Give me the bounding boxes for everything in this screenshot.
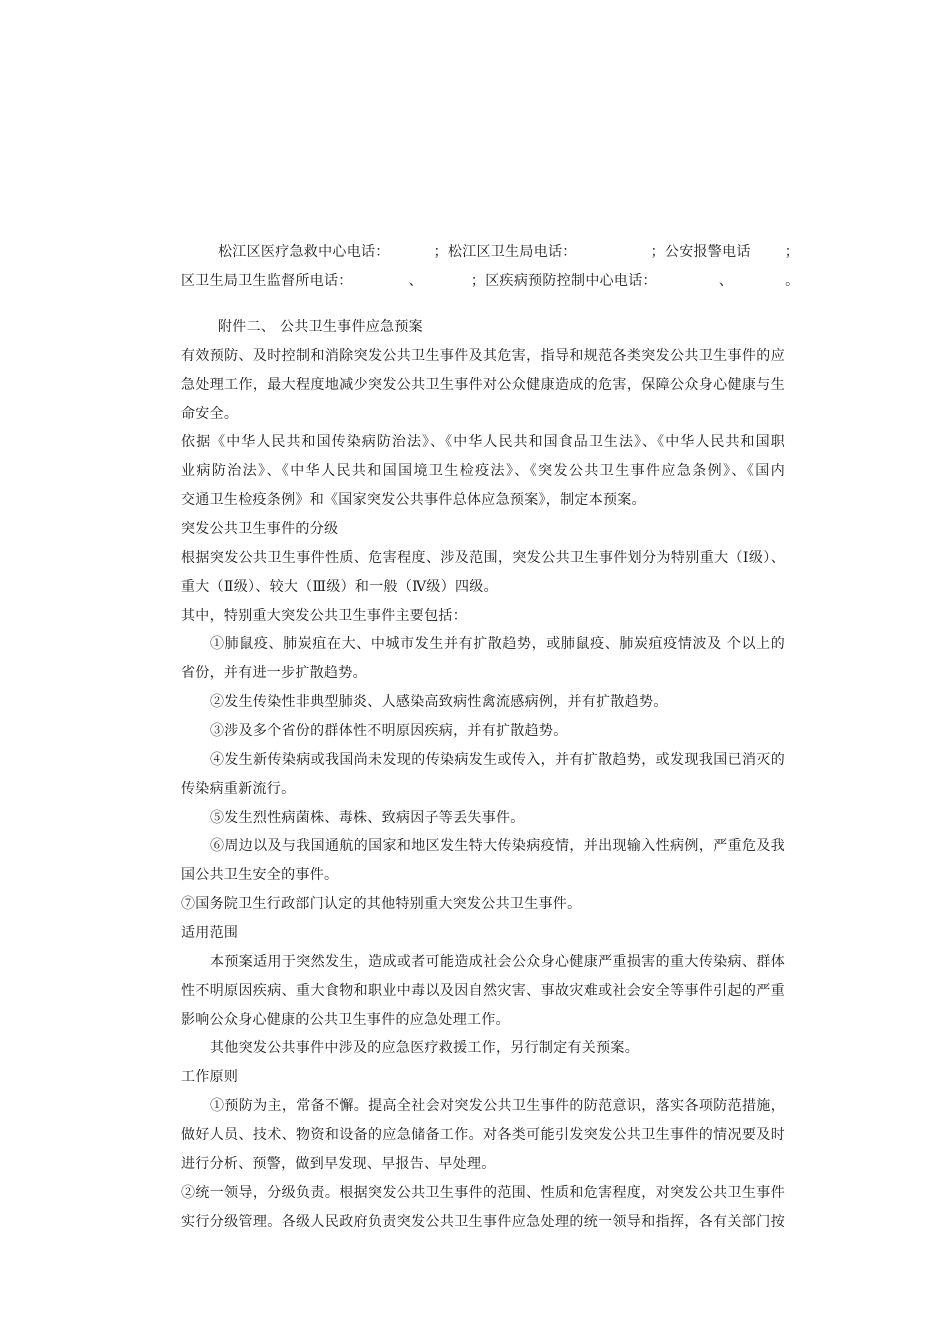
body-line: 国公共卫生安全的事件。 xyxy=(181,867,339,883)
body-line: 本预案适用于突然发生，造成或者可能造成社会公众身心健康严重损害的重大传染病、群体 xyxy=(210,954,785,970)
list-item: ②发生传染性非典型肺炎、人感染高致病性禽流感病例，并有扩散趋势。 xyxy=(210,694,668,710)
contact-line-2 xyxy=(181,271,800,291)
body-line: 省份，并有进一步扩散趋势。 xyxy=(181,665,367,681)
body-line: 其中，特别重大突发公共卫生事件主要包括： xyxy=(181,608,467,624)
body-line: 进行分析、预警，做到早发现、早报告、早处理。 xyxy=(181,1156,496,1172)
list-item: ⑥周边以及与我国通航的国家和地区发生特大传染病疫情，并出现输入性病例，严重危及我 xyxy=(210,838,785,854)
body-line: 交通卫生检疫条例》和《国家突发公共事件总体应急预案》，制定本预案。 xyxy=(181,492,646,508)
body-line: 有效预防、及时控制和消除突发公共卫生事件及其危害，指导和规范各类突发公共卫生事件的应 xyxy=(181,348,785,364)
list-item: ④发生新传染病或我国尚未发现的传染病发生或传入，并有扩散趋势，或发现我国已消灭的 xyxy=(210,752,785,768)
list-item: ⑤发生烈性病菌株、毒株、致病因子等丢失事件。 xyxy=(210,810,525,826)
subheading: 适用范围 xyxy=(181,925,239,941)
contact-label: 、 xyxy=(408,273,423,289)
section-heading: 附件二、 公共卫生事件应急预案 xyxy=(218,319,423,335)
body-line: 急处理工作，最大程度地减少突发公共卫生事件对公众健康造成的危害，保障公众身心健康与生 xyxy=(181,377,785,393)
subheading: 工作原则 xyxy=(181,1069,239,1085)
contact-label: ；公安报警电话 xyxy=(650,244,751,260)
contact-line-1 xyxy=(218,242,822,262)
list-item: ⑦国务院卫生行政部门认定的其他特别重大突发公共卫生事件。 xyxy=(181,896,582,912)
subheading: 突发公共卫生事件的分级 xyxy=(181,521,339,537)
body-line: 根据突发公共卫生事件性质、危害程度、涉及范围，突发公共卫生事件划分为特别重大（Ⅰ级）、 xyxy=(181,550,785,566)
list-item: ②统一领导，分级负责。根据突发公共卫生事件的范围、性质和危害程度，对突发公共卫生事件 xyxy=(181,1185,785,1201)
contact-label: 松江区医疗急救中心电话： xyxy=(218,244,390,260)
contact-label: 区卫生局卫生监督所电话： xyxy=(181,273,353,289)
contact-label: ； xyxy=(784,244,800,260)
body-line: 依据《中华人民共和国传染病防治法》、《中华人民共和国食品卫生法》、《中华人民共和国职 xyxy=(181,434,785,450)
contact-label: 、 xyxy=(718,273,734,289)
contact-label: ；区疾病预防控制中心电话： xyxy=(470,273,657,289)
body-line: 其他突发公共事件中涉及的应急医疗救援工作，另行制定有关预案。 xyxy=(210,1040,639,1056)
body-line: 传染病重新流行。 xyxy=(181,781,296,797)
body-line: 业病防治法》、《中华人民共和国国境卫生检疫法》、《突发公共卫生事件应急条例》、《国内 xyxy=(181,463,785,479)
body-line: 重大（Ⅱ级）、较大（Ⅲ级）和一般（Ⅳ级）四级。 xyxy=(181,579,498,595)
body-line: 影响公众身心健康的公共卫生事件的应急处理工作。 xyxy=(181,1012,510,1028)
body-line: 实行分级管理。各级人民政府负责突发公共卫生事件应急处理的统一领导和指挥，各有关部门按 xyxy=(181,1214,785,1230)
body-line: 性不明原因疾病、重大食物和职业中毒以及因自然灾害、事故灾难或社会安全等事件引起的严重 xyxy=(181,983,785,999)
body-line: 做好人员、技术、物资和设备的应急储备工作。对各类可能引发突发公共卫生事件的情况要及时 xyxy=(181,1127,785,1143)
contact-label: ；松江区卫生局电话： xyxy=(433,244,577,260)
list-item: ①肺鼠疫、肺炭疽在大、中城市发生并有扩散趋势，或肺鼠疫、肺炭疽疫情波及 个以上的 xyxy=(210,636,785,652)
body-line: 命安全。 xyxy=(181,406,239,422)
contact-label: 。 xyxy=(785,273,800,289)
list-item: ③涉及多个省份的群体性不明原因疾病，并有扩散趋势。 xyxy=(210,723,568,739)
list-item: ①预防为主，常备不懈。提高全社会对突发公共卫生事件的防范意识，落实各项防范措施， xyxy=(210,1098,785,1114)
